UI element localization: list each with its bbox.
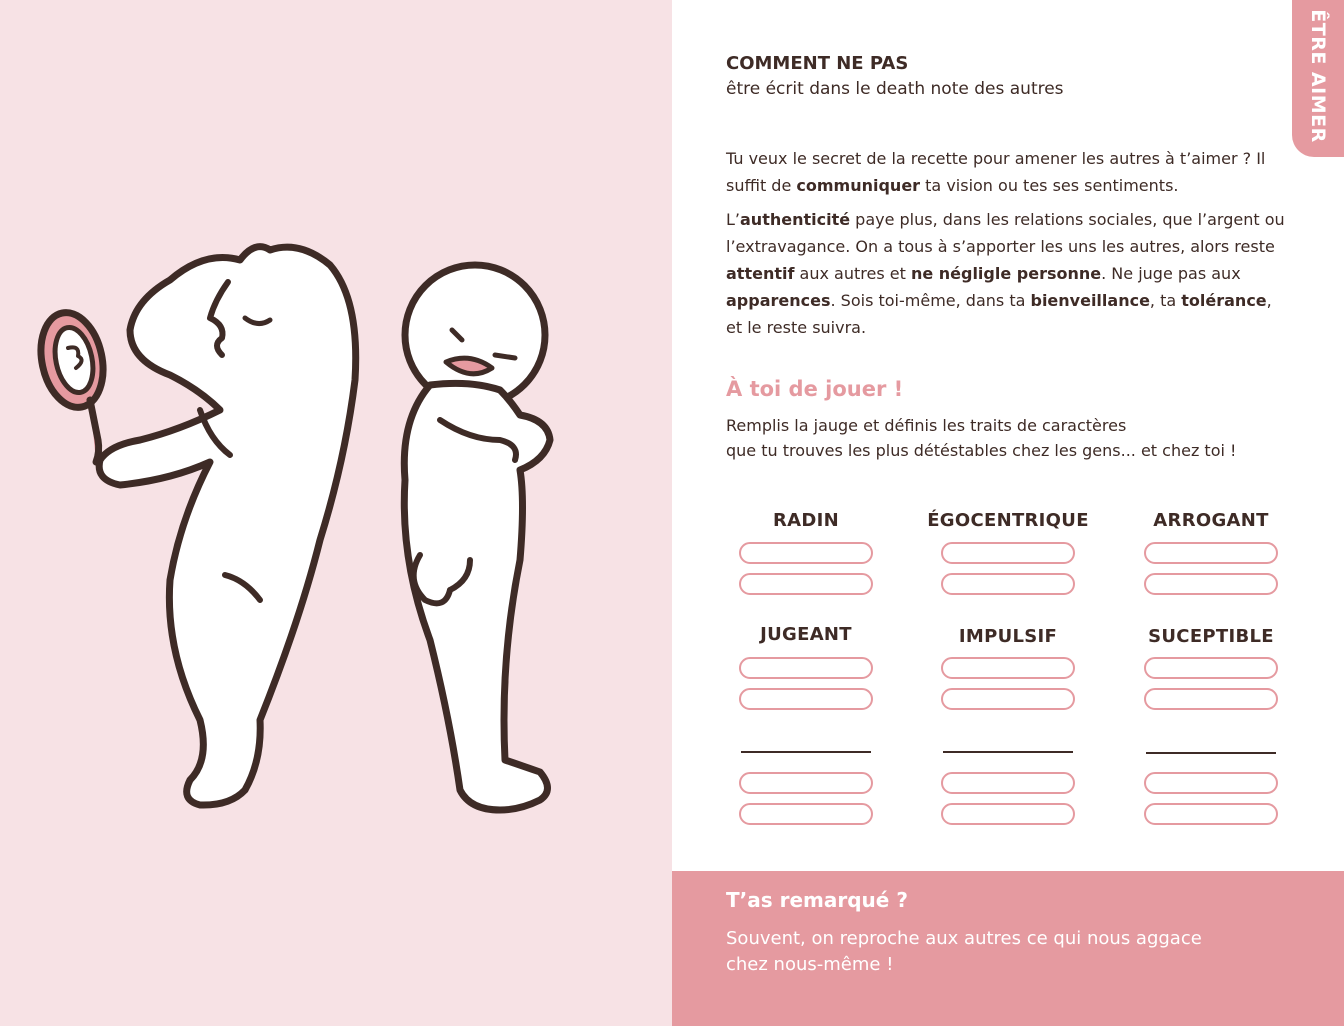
right-character-body: [404, 383, 550, 810]
gauge-blank3-2[interactable]: [1144, 803, 1278, 825]
page-title: COMMENT NE PAS: [726, 53, 909, 74]
intro-bold-1: communiquer: [796, 176, 921, 195]
hand-mirror-icon: [33, 307, 112, 462]
advice-text-2: paye plus, dans les relations sociales, que l’argent ou l’extravagance. On a tous à s’apporter les uns les autres, alors reste: [726, 210, 1285, 256]
advice-bold-3: ne négligle personne: [910, 264, 1102, 283]
activity-title: À toi de jouer !: [726, 377, 904, 401]
gauge-radin-1[interactable]: [739, 542, 873, 564]
advice-text-5: . Sois toi-même, dans ta: [830, 291, 1031, 310]
gauge-arrogant-2[interactable]: [1144, 573, 1278, 595]
advice-text-4: . Ne juge pas aux: [1101, 264, 1241, 283]
trait-label-arrogant: ARROGANT: [1153, 510, 1269, 531]
advice-paragraph: [726, 206, 1286, 341]
gauge-suceptible-1[interactable]: [1144, 657, 1278, 679]
gauge-blank2-1[interactable]: [941, 772, 1075, 794]
left-character: [99, 247, 356, 805]
gauge-egocentrique-1[interactable]: [941, 542, 1075, 564]
remark-line-1: Souvent, on reproche aux autres ce qui nous aggace: [726, 928, 1202, 949]
chapter-tab-label: ÊTRE AIMER: [1307, 9, 1329, 143]
remark-text: [726, 926, 1286, 978]
advice-bold-6: tolérance: [1181, 291, 1267, 310]
instruction-line-1: Remplis la jauge et définis les traits de caractères: [726, 416, 1127, 435]
advice-text-6: , ta: [1149, 291, 1182, 310]
advice-text-7: , et le reste suivra.: [726, 291, 1272, 337]
gauge-egocentrique-2[interactable]: [941, 573, 1075, 595]
remark-line-2: chez nous-même !: [726, 954, 894, 975]
trait-label-impulsif: IMPULSIF: [958, 626, 1058, 647]
trait-label-egocentrique: ÉGOCENTRIQUE: [927, 510, 1089, 531]
gauge-blank3-1[interactable]: [1144, 772, 1278, 794]
gauge-impulsif-1[interactable]: [941, 657, 1075, 679]
intro-text-2: ta vision ou tes ses sentiments.: [920, 176, 1179, 195]
blank-trait-line-1[interactable]: [741, 751, 871, 753]
instruction-line-2: que tu trouves les plus détéstables chez les gens... et chez toi !: [726, 441, 1237, 460]
advice-bold-2: attentif: [726, 264, 795, 283]
gauge-blank2-2[interactable]: [941, 803, 1075, 825]
gauge-arrogant-1[interactable]: [1144, 542, 1278, 564]
gauge-radin-2[interactable]: [739, 573, 873, 595]
advice-bold-1: authenticité: [740, 210, 851, 229]
gauge-blank1-2[interactable]: [739, 803, 873, 825]
page-subtitle: être écrit dans le death note des autres: [726, 79, 1064, 99]
intro-paragraph: [726, 145, 1286, 199]
intro-text-1: Tu veux le secret de la recette pour amener les autres à t’aimer ? Il suffit de: [726, 149, 1266, 195]
advice-bold-4: apparences: [726, 291, 831, 310]
gauge-blank1-1[interactable]: [739, 772, 873, 794]
trait-label-suceptible: SUCEPTIBLE: [1148, 626, 1274, 647]
gauge-impulsif-2[interactable]: [941, 688, 1075, 710]
blank-trait-line-3[interactable]: [1146, 752, 1276, 754]
gauge-jugeant-1[interactable]: [739, 657, 873, 679]
remark-title: T’as remarqué ?: [726, 888, 908, 912]
gauge-jugeant-2[interactable]: [739, 688, 873, 710]
advice-text-3: aux autres et: [794, 264, 911, 283]
advice-bold-5: bienveillance: [1030, 291, 1150, 310]
trait-label-jugeant: JUGEANT: [760, 624, 852, 645]
activity-instructions: [726, 413, 1286, 463]
gauge-suceptible-2[interactable]: [1144, 688, 1278, 710]
advice-text-1: L’: [726, 210, 740, 229]
trait-label-radin: RADIN: [773, 510, 839, 531]
blank-trait-line-2[interactable]: [943, 751, 1073, 753]
